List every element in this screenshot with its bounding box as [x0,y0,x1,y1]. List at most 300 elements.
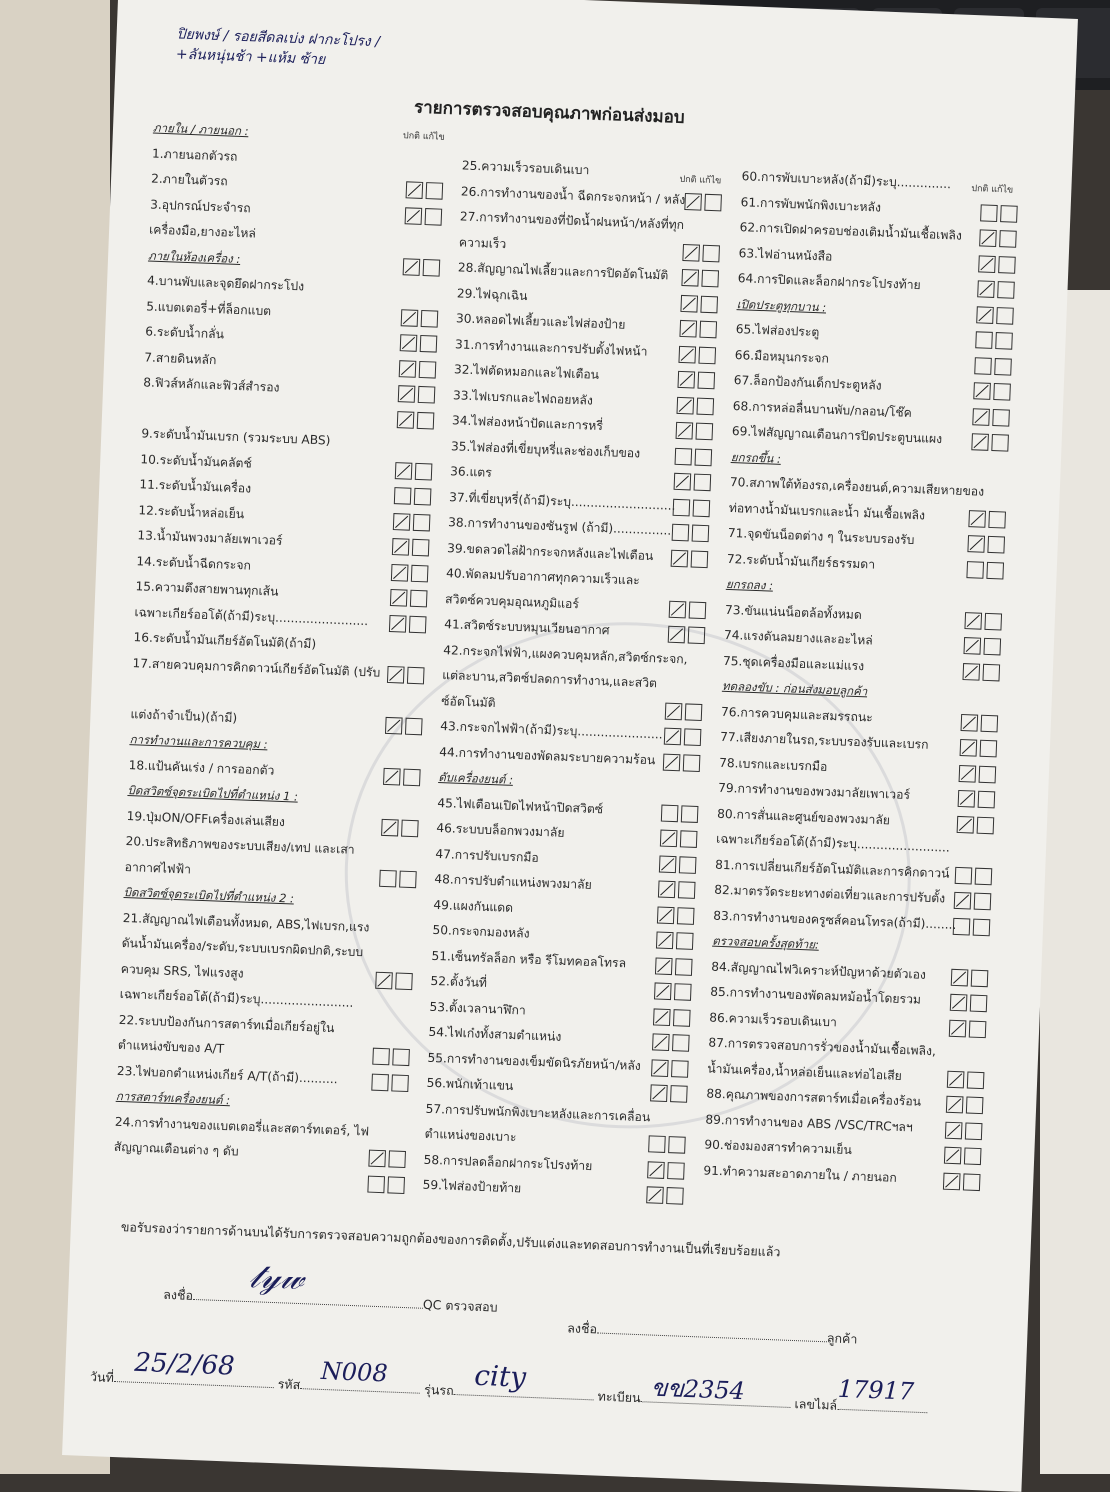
fix-checkbox[interactable] [978,791,996,809]
item-label: การทำงานและการควบคุม : [129,732,268,752]
fix-checkbox[interactable] [693,499,711,517]
fix-checkbox[interactable] [964,1147,982,1165]
fix-checkbox[interactable] [399,870,417,888]
fix-checkbox[interactable] [676,932,694,950]
item-label: 19.ปุ่มON/OFFเครื่องเล่นเสียง [126,808,286,829]
checkbox-pair [390,589,428,607]
fix-checkbox[interactable] [423,259,441,277]
normal-checkbox[interactable] [966,561,984,579]
fix-checkbox[interactable] [973,918,991,936]
checkbox-pair [671,549,709,567]
item-label: เครื่องมือ,ยางอะไหล่ [148,222,257,241]
normal-checkbox[interactable] [968,510,986,528]
checkbox-pair [647,1161,685,1179]
checkbox-pair [949,1019,987,1037]
normal-checkbox[interactable] [671,549,689,567]
fix-checkbox[interactable] [674,983,692,1001]
item-label: 49.แผงกันแดด [433,897,514,915]
item-label: 27.การทำงานของที่ปัดน้ำฝนหน้า/หลังที่ทุก [459,209,685,232]
registration-value: ขข2354 [650,1373,746,1406]
normal-checkbox[interactable] [679,320,697,338]
item-label: 55.การทำงานของเข็มขัดนิรภัยหน้า/หลัง [427,1050,642,1073]
fix-checkbox[interactable] [412,539,430,557]
item-label: 32.ไฟตัดหมอกและไฟเตือน [453,362,600,382]
normal-checkbox[interactable] [367,1175,385,1193]
checkbox-pair [672,524,710,542]
checkbox-pair [677,396,715,414]
fix-checkbox[interactable] [702,244,720,262]
fix-checkbox[interactable] [681,805,699,823]
normal-checkbox[interactable] [950,994,968,1012]
item-label: ตำแหน่งขับของ A/T [117,1037,225,1056]
fix-checkbox[interactable] [409,615,427,633]
item-label: 91.ทำความสะอาดภายใน / ภายนอก [703,1162,898,1185]
qc-label: QC ตรวจสอบ [422,1296,498,1315]
item-label: ซ์อัตโนมัติ [441,693,496,710]
item-label: การสตาร์ทเครื่องยนต์ : [115,1088,231,1108]
item-label: 11.ระดับน้ำมันเครื่อง [139,477,252,496]
normal-checkbox[interactable] [663,753,681,771]
normal-checkbox[interactable] [672,524,690,542]
fix-checkbox[interactable] [987,536,1005,554]
fix-checkbox[interactable] [999,230,1017,248]
normal-checkbox[interactable] [368,1150,386,1168]
fix-checkbox[interactable] [403,768,421,786]
fix-checkbox[interactable] [395,972,413,990]
fix-checkbox[interactable] [678,881,696,899]
model-label: รุ่นรถ [423,1381,455,1399]
fix-checkbox[interactable] [963,1173,981,1191]
checkbox-pair [677,371,715,389]
sign-label: ลงชื่อ [163,1286,194,1303]
checkbox-pair [975,331,1013,349]
normal-checkbox[interactable] [392,538,410,556]
checkbox-pair [684,193,722,211]
fix-checkbox[interactable] [971,969,989,987]
normal-checkbox[interactable] [653,1008,671,1026]
item-label: 68.การหล่อลื่นบานพับ/กลอน/โช๊ค [732,398,913,420]
fix-checkbox[interactable] [677,907,695,925]
normal-checkbox[interactable] [661,804,679,822]
fix-checkbox[interactable] [697,372,715,390]
fix-checkbox[interactable] [696,423,714,441]
fix-checkbox[interactable] [418,386,436,404]
fix-checkbox[interactable] [998,256,1016,274]
normal-checkbox[interactable] [673,498,691,516]
item-label: 8.ฟิวส์หลักและฟิวส์สำรอง [143,375,280,395]
item-label: 69.ไฟสัญญาณเตือนการปิดประตูบนแผง [731,423,943,447]
fix-checkbox[interactable] [420,335,438,353]
checkbox-pair [964,612,1002,630]
normal-checkbox[interactable] [964,612,982,630]
item-label: 75.ชุดเครื่องมือและแม่แรง [722,653,865,673]
item-label: อากาศไฟฟ้า [124,859,192,877]
checkbox-pair [950,994,988,1012]
item-label: เฉพาะเกียร์ออโต้(ถ้ามี)ระบุ........................ [715,831,951,855]
item-label: 45.ไฟเตือนเปิดไฟหน้าปิดสวิตซ์ [437,795,604,816]
normal-checkbox[interactable] [975,331,993,349]
fix-checkbox[interactable] [670,1085,688,1103]
item-label: 50.กระจกมองหลัง [432,922,530,941]
fix-checkbox[interactable] [425,208,443,226]
normal-checkbox[interactable] [977,280,995,298]
checkbox-pair [394,487,432,505]
checkbox-pair [648,1135,686,1153]
normal-checkbox[interactable] [682,243,700,261]
normal-checkbox[interactable] [957,815,975,833]
fix-checkbox[interactable] [407,666,425,684]
item-label: 58.การปลดล็อกฝากระโปรงท้าย [423,1152,593,1173]
normal-checkbox[interactable] [973,382,991,400]
normal-checkbox[interactable] [676,422,694,440]
checkbox-pair [972,408,1010,426]
item-label: 9.ระดับน้ำมันเบรก (รวมระบบ ABS) [141,426,331,448]
item-label: ควบคุม SRS, ไฟแรงสูง [120,961,244,981]
fix-checkbox[interactable] [666,1187,684,1205]
fix-checkbox[interactable] [695,448,713,466]
fix-checkbox[interactable] [388,1150,406,1168]
normal-checkbox[interactable] [395,462,413,480]
normal-checkbox[interactable] [669,600,687,618]
checkbox-pair [678,345,716,363]
normal-checkbox[interactable] [647,1161,665,1179]
normal-checkbox[interactable] [980,204,998,222]
normal-checkbox[interactable] [951,968,969,986]
normal-checkbox[interactable] [655,957,673,975]
customer-signature-line [567,1318,858,1349]
normal-checkbox[interactable] [391,564,409,582]
fix-checkbox[interactable] [696,397,714,415]
fix-checkbox[interactable] [685,703,703,721]
normal-checkbox[interactable] [372,1048,390,1066]
item-label: 54.ไฟเก๋งทั้งสามตำแหน่ง [428,1024,562,1044]
normal-checkbox[interactable] [403,258,421,276]
normal-checkbox[interactable] [944,1147,962,1165]
fix-checkbox[interactable] [684,728,702,746]
fix-checkbox[interactable] [419,360,437,378]
checkbox-pair [371,1073,409,1091]
normal-checkbox[interactable] [677,371,695,389]
fix-checkbox[interactable] [966,1096,984,1114]
checkbox-pair [963,637,1001,655]
item-label: 43.กระจกไฟฟ้า(ถ้ามี)ระบุ...................... [440,719,663,742]
item-label: 71.จุดขันน็อตต่าง ๆ ในระบบรองรับ [727,525,915,548]
normal-checkbox[interactable] [379,869,397,887]
fix-checkbox[interactable] [668,1136,686,1154]
normal-checkbox[interactable] [399,360,417,378]
checkbox-pair [659,855,697,873]
fix-checkbox[interactable] [680,830,698,848]
fix-checkbox[interactable] [392,1048,410,1066]
fix-checkbox[interactable] [988,510,1006,528]
fix-checkbox[interactable] [982,663,1000,681]
fix-checkbox[interactable] [965,1122,983,1140]
item-label: 48.การปรับตำแหน่งพวงมาลัย [434,871,593,892]
normal-checkbox[interactable] [974,357,992,375]
normal-checkbox[interactable] [946,1096,964,1114]
normal-checkbox[interactable] [960,739,978,757]
checkbox-pair [973,382,1011,400]
normal-checkbox[interactable] [646,1186,664,1204]
normal-checkbox[interactable] [953,917,971,935]
fix-checkbox[interactable] [387,1176,405,1194]
normal-checkbox[interactable] [387,665,405,683]
fix-checkbox[interactable] [673,1009,691,1027]
normal-checkbox[interactable] [949,1019,967,1037]
item-label: 18.แป้นคันเร่ง / การออกตัว [128,757,275,778]
checkbox-pair [383,767,421,785]
fix-checkbox[interactable] [421,309,439,327]
fix-checkbox[interactable] [984,612,1002,630]
item-label: แต่ละบาน,สวิตซ์ปลดการทำงาน,และสวิต [442,668,658,691]
item-label: 20.ประสิทธิภาพของระบบเสียง/เทป และเสา [125,834,355,857]
item-label: 3.อุปกรณ์ประจำรถ [149,196,252,215]
item-label: 25.ความเร็วรอบเดินเบา [461,158,590,178]
fix-checkbox[interactable] [671,1060,689,1078]
checkbox-pair [971,433,1009,451]
item-label: 28.สัญญาณไฟเลี้ยวและการปิดอัตโนมัติ [457,260,669,283]
item-label: 44.การทำงานของพัดลมระบายความร้อน [439,744,656,767]
checkbox-pair [379,869,417,887]
normal-checkbox[interactable] [397,411,415,429]
normal-checkbox[interactable] [371,1073,389,1091]
normal-checkbox[interactable] [971,433,989,451]
normal-checkbox[interactable] [385,716,403,734]
item-label: 70.สภาพใต้ท้องรถ,เครื่องยนต์,ความเสียหายของ [729,474,985,499]
mileage-value: 17917 [837,1374,915,1406]
checkbox-pair [674,473,712,491]
item-label: 78.เบรกและเบรกมือ [718,755,828,774]
normal-checkbox[interactable] [674,473,692,491]
normal-checkbox[interactable] [681,269,699,287]
normal-checkbox[interactable] [390,589,408,607]
checkbox-pair [650,1084,688,1102]
fix-checkbox[interactable] [688,626,706,644]
fix-checkbox[interactable] [704,193,722,211]
normal-checkbox[interactable] [398,385,416,403]
normal-checkbox[interactable] [383,767,401,785]
item-label: ภายใน / ภายนอก : [152,120,249,139]
item-label: 17.สายควบคุมการคิกดาวน์เกียร์อัตโนมัติ (ปรับ [132,655,381,680]
fix-checkbox[interactable] [694,474,712,492]
normal-checkbox[interactable] [684,193,702,211]
fix-checkbox[interactable] [699,321,717,339]
fix-checkbox[interactable] [970,995,988,1013]
fix-checkbox[interactable] [679,856,697,874]
fix-checkbox[interactable] [993,383,1011,401]
fix-checkbox[interactable] [975,867,993,885]
normal-checkbox[interactable] [381,818,399,836]
checkbox-pair [405,207,443,225]
normal-checkbox[interactable] [405,207,423,225]
normal-checkbox[interactable] [389,614,407,632]
item-label: 74.แรงดันลมยางและอะไหล่ [723,627,873,648]
item-label: 24.การทำงานของแบตเตอรี่และสตาร์ทเตอร์, ไฟ [114,1114,370,1139]
item-label: 36.แตร [449,464,493,480]
normal-checkbox[interactable] [668,626,686,644]
normal-checkbox[interactable] [659,855,677,873]
normal-checkbox[interactable] [660,830,678,848]
checkbox-pair [385,716,423,734]
item-label: ตรวจสอบครั้งสุดท้าย: [712,933,820,952]
item-label: 81.การเปลี่ยนเกียร์อัตโนมัติและการคิกดาวน์ [714,857,950,881]
item-label: 57.การปรับพนักพิงเบาะหลังและการเคลื่อน [425,1101,651,1124]
item-label: บิดสวิตซ์จุดระเบิดไปที่ตำแหน่ง 2 : [123,884,295,906]
checkbox-pair [961,713,999,731]
fix-checkbox[interactable] [969,1020,987,1038]
checkbox-pair [962,663,1000,681]
normal-checkbox[interactable] [954,892,972,910]
item-label: 1.ภายนอกตัวรถ [151,146,238,164]
item-label: ความเร็ว [458,234,507,251]
fix-checkbox[interactable] [977,816,995,834]
checkbox-pair [953,917,991,935]
fix-checkbox[interactable] [996,307,1014,325]
fix-checkbox[interactable] [997,281,1015,299]
fix-checkbox[interactable] [974,893,992,911]
normal-checkbox[interactable] [978,255,996,273]
fix-checkbox[interactable] [991,434,1009,452]
registration-label: ทะเบียน [597,1388,641,1406]
document-title: รายการตรวจสอบคุณภาพก่อนส่งมอบ [413,97,686,128]
item-label: 37.ที่เขี่ยบุหรี่(ถ้ามี)ระบุ........................... [448,489,676,513]
normal-checkbox[interactable] [680,294,698,312]
normal-checkbox[interactable] [962,663,980,681]
checkbox-pair [372,1048,410,1066]
item-label: 15.ความตึงสายพานทุกเส้น [135,579,279,599]
fix-checkbox[interactable] [401,819,419,837]
normal-checkbox[interactable] [675,447,693,465]
normal-checkbox[interactable] [401,309,419,327]
normal-checkbox[interactable] [943,1172,961,1190]
normal-checkbox[interactable] [393,513,411,531]
item-label: สวิตซ์ควบคุมอุณหภูมิแอร์ [444,591,580,611]
normal-checkbox[interactable] [976,306,994,324]
item-label: 5.แบตเตอรี่+ที่ล็อกแบต [145,298,272,318]
item-label: 47.การปรับเบรกมือ [435,846,539,865]
item-label: ดันน้ำมันเครื่อง/ระดับ,ระบบเบรกผิดปกติ,ระบบ [121,935,364,960]
normal-checkbox[interactable] [400,334,418,352]
normal-checkbox[interactable] [967,535,985,553]
item-label: 30.หลอดไฟเลี้ยวและไฟส่องป้าย [455,311,626,332]
sign-label-2: ลงชื่อ [567,1320,598,1337]
checkbox-pair [646,1186,684,1204]
fix-checkbox[interactable] [967,1071,985,1089]
fix-checkbox[interactable] [983,638,1001,656]
normal-checkbox[interactable] [657,906,675,924]
normal-checkbox[interactable] [958,790,976,808]
fix-checkbox[interactable] [410,590,428,608]
fix-checkbox[interactable] [995,332,1013,350]
fix-checkbox[interactable] [413,513,431,531]
fix-checkbox[interactable] [683,754,701,772]
fix-checkbox[interactable] [417,411,435,429]
fix-checkbox[interactable] [414,488,432,506]
checklist-column-2 [422,153,706,1207]
item-label: 83.การทำงานของครูซส์คอนโทรล(ถ้ามี)........ [712,908,957,932]
fix-checkbox[interactable] [405,717,423,735]
normal-checkbox[interactable] [658,881,676,899]
normal-checkbox[interactable] [656,931,674,949]
item-label: ดับเครื่องยนต์ : [438,769,514,787]
item-label: 21.สัญญาณไฟเตือนทั้งหมด, ABS,ไฟเบรก,แรง [122,910,370,934]
normal-checkbox[interactable] [945,1121,963,1139]
fix-checkbox[interactable] [391,1074,409,1092]
checkbox-pair [676,422,714,440]
item-label: 89.การทำงานของ ABS /VSC/TRCฯลฯ [705,1111,914,1134]
normal-checkbox[interactable] [963,637,981,655]
checkbox-pair [393,513,431,531]
normal-checkbox[interactable] [665,702,683,720]
fix-checkbox[interactable] [691,550,709,568]
checkbox-pair [367,1175,405,1193]
fix-checkbox[interactable] [667,1162,685,1180]
normal-checkbox[interactable] [650,1084,668,1102]
handwritten-note: ปิยพงษ์ / รอยสีดลเบ่ง ฝากะโปรง / +ลันหนุ่นช้า +แห้ม ซ้าย [175,26,381,69]
fix-checkbox[interactable] [698,346,716,364]
item-label: 53.ตั้งเวลานาฬิกา [429,999,527,1017]
fix-checkbox[interactable] [672,1034,690,1052]
item-label: 63.ไฟอ่านหนังสือ [738,245,833,264]
fix-checkbox[interactable] [692,525,710,543]
checkbox-pair [668,626,706,644]
vehicle-info-line [89,1347,928,1419]
normal-checkbox[interactable] [648,1135,666,1153]
normal-checkbox[interactable] [654,982,672,1000]
normal-checkbox[interactable] [678,345,696,363]
item-label: 62.การเปิดฝาครอบช่องเติมน้ำมันเชื้อเพลิง [739,220,963,243]
normal-checkbox[interactable] [961,713,979,731]
normal-checkbox[interactable] [664,728,682,746]
checkbox-pair [651,1059,689,1077]
normal-checkbox[interactable] [972,408,990,426]
normal-checkbox[interactable] [651,1059,669,1077]
fix-checkbox[interactable] [980,740,998,758]
fix-checkbox[interactable] [689,601,707,619]
item-label: น้ำมันเครื่อง,น้ำหล่อเย็นและท่อไอเสีย [707,1061,903,1083]
checkbox-pair [653,1008,691,1026]
normal-checkbox[interactable] [947,1070,965,1088]
checkbox-pair [391,564,429,582]
checkbox-pair [397,411,435,429]
item-label: 7.สายดินหลัก [144,349,217,367]
fix-checkbox[interactable] [1000,205,1018,223]
fix-checkbox[interactable] [426,182,444,200]
normal-checkbox[interactable] [979,229,997,247]
normal-checkbox[interactable] [959,764,977,782]
normal-checkbox[interactable] [652,1033,670,1051]
normal-checkbox[interactable] [394,487,412,505]
fix-checkbox[interactable] [411,564,429,582]
item-label: 2.ภายในตัวรถ [150,171,228,189]
fix-checkbox[interactable] [994,358,1012,376]
fix-checkbox[interactable] [986,561,1004,579]
fix-checkbox[interactable] [415,462,433,480]
normal-checkbox[interactable] [955,866,973,884]
normal-checkbox[interactable] [677,396,695,414]
fix-checkbox[interactable] [992,408,1010,426]
item-label: 40.พัดลมปรับอากาศทุกความเร็วและ [445,566,641,588]
checkbox-pair [403,258,441,276]
fix-checkbox[interactable] [700,295,718,313]
fix-checkbox[interactable] [979,765,997,783]
fix-checkbox[interactable] [981,714,999,732]
normal-checkbox[interactable] [406,181,424,199]
normal-checkbox[interactable] [375,971,393,989]
fix-checkbox[interactable] [701,270,719,288]
fix-checkbox[interactable] [675,958,693,976]
checkbox-pair [955,866,993,884]
